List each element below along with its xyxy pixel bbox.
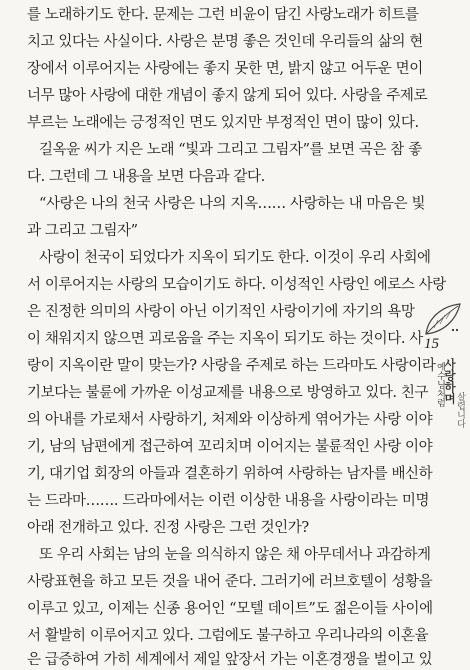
text-line: 이루고 있고, 이제는 신종 용어인 “모텔 데이트”도 젊은이들 사이에 [27, 601, 433, 617]
text-line: 서 이루어지는 사랑의 모습이기도 하다. 이성적인 사랑인 에로스 사랑 [27, 277, 446, 293]
page-number: 15 [424, 336, 439, 352]
text-line: 사랑표현을 하고 모든 것을 내어 준다. 그러기에 러브호텔이 성황을 [27, 574, 433, 590]
text-line: 길옥윤 씨가 지은 노래 “빛과 그리고 그림자”를 보면 곡은 참 좋 [39, 142, 422, 158]
text-line: 또 우리 사회는 남의 눈을 의식하지 않은 채 아무데서나 과감하게 [39, 547, 431, 563]
text-line: 기보다는 불륜에 가까운 이성교제를 내용으로 방영하고 있다. 친구 [27, 385, 429, 401]
text-line: 는 드라마……. 드라마에서는 이런 이상한 내용을 사랑이라는 미명 [27, 493, 430, 509]
text-line: 기, 남의 남편에게 접근하여 꼬리치며 이어지는 불륜적인 사랑 이야 [27, 439, 433, 455]
text-line: 과 그리고 그림자” [27, 223, 138, 239]
text-line: 를 노래하기도 한다. 문제는 그런 비윤이 담긴 사랑노래가 히트를 [27, 7, 419, 23]
text-line: 랑이 지옥이란 말이 맞는가? 사랑을 주제로 하는 드라마도 사랑이라 [27, 358, 436, 374]
text-line: “사랑은 나의 천국 사랑은 나의 지옥…… 사랑하는 내 마음은 빛 [39, 196, 426, 212]
text-line: 서 활발히 이루어지고 있다. 그럼에도 불구하고 우리나라의 이혼율 [27, 628, 429, 644]
text-line: 다. 그런데 그 내용을 보면 다음과 같다. [27, 169, 265, 185]
running-header-rest: 살렵니다 [455, 392, 465, 428]
text-line: 은 급증하여 가히 세계에서 제일 앞장서 가는 이혼경쟁을 벌이고 있 [27, 652, 433, 668]
text-line: 장에서 이루어지는 사랑에는 좋지 못한 면, 밝지 않고 어두운 면이 [27, 61, 423, 77]
text-line: 너무 많아 사랑에 대한 개념이 좋지 않게 되어 있다. 사랑을 주제로 [27, 88, 428, 104]
text-line: 치고 있다는 사실이다. 사랑은 분명 좋은 것인데 우리들의 삶의 현 [27, 34, 423, 50]
text-line: 사랑이 천국이 되었다가 지옥이 되기도 한다. 이것이 우리 사회에 [39, 250, 431, 266]
text-line: 의 아내를 가로채서 사랑하기, 처제와 이상하게 엮어가는 사랑 이야 [27, 412, 433, 428]
text-line: 기, 대기업 회장의 아들과 결혼하기 위하여 사랑하는 남자를 배신하 [27, 466, 433, 482]
text-line: 은 진정한 의미의 사랑이 아닌 이기적인 사랑이기에 자기의 욕망 [27, 304, 415, 320]
side-running-header [420, 300, 464, 490]
running-header-small: 예수님처럼 [435, 362, 445, 407]
text-line: 아래 전개하고 있다. 진정 사랑은 그런 것인가? [27, 520, 309, 536]
text-line: 이 채워지지 않으면 괴로움을 주는 지옥이 되기도 하는 것이다. 사 [27, 331, 423, 347]
leaf-ornament-icon [420, 300, 464, 340]
running-header-title: 사랑하며 [443, 358, 457, 404]
text-line: 부르는 노래에는 긍정적인 면도 있지만 부정적인 면이 많이 있다. [27, 115, 419, 131]
